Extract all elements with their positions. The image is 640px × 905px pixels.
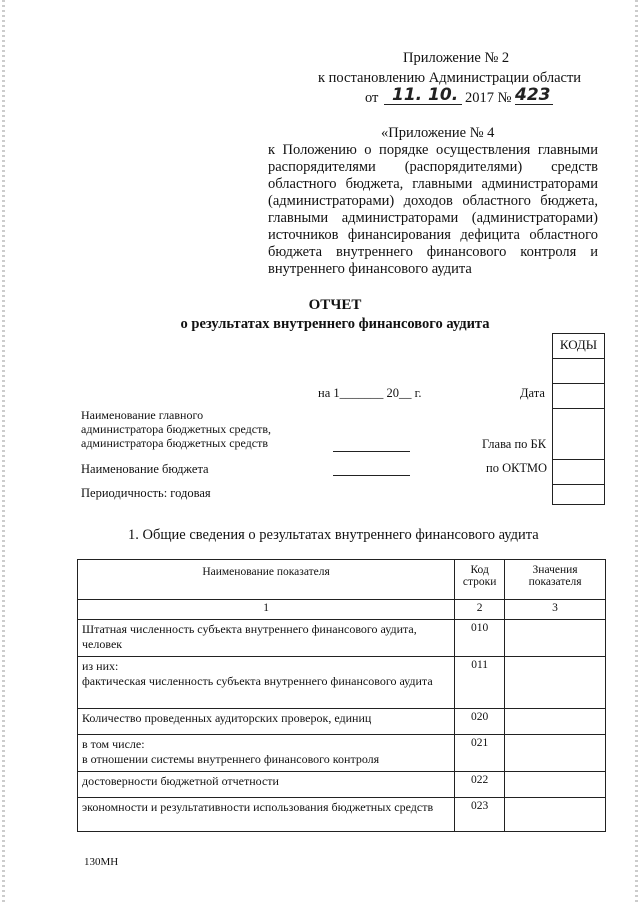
header-name: Наименование показателя [78,560,455,600]
oktmo-label: по ОКТМО [486,461,548,475]
row-name: Количество проведенных аудиторских проверок, единиц [78,709,455,735]
position-line: областного бюджета, главными администраторами [268,176,598,192]
admin-label-line: администратора бюджетных средств [81,436,269,450]
admin-label-line: Наименование главного [81,408,204,422]
table-row [78,798,606,832]
on-date-field: на 1_______ 20__ г. [318,386,422,400]
admin-label [81,408,271,450]
report-subtitle: о результатах внутреннего финансового аудита [180,316,490,332]
handwritten-date: 11. 10. [392,85,459,105]
table-row [78,620,606,657]
footer-code: 130МН [84,856,119,868]
row-value-cell[interactable] [505,772,606,798]
handwritten-number: 423 [515,85,551,105]
row-name: из них: фактическая численность субъекта внутреннего финансового аудита [78,657,455,709]
appendix-title: Приложение № 2 [403,50,510,66]
code-cell-glava[interactable] [553,409,604,460]
row-name: в том числе: в отношении системы внутреннего финансового контроля [78,735,455,772]
code-cell-oktmo[interactable] [553,460,604,485]
position-line: (администраторами) доходов областного бюджета, [268,193,598,209]
glava-label: Глава по БК [482,437,547,451]
col-number: 1 [78,600,455,620]
row-code: 010 [455,620,505,657]
code-cell-blank[interactable] [553,359,604,384]
row-code: 023 [455,798,505,832]
appendix-year-number: 2017 № [465,90,512,106]
row-code: 021 [455,735,505,772]
admin-label-line: администратора бюджетных средств, [81,422,272,436]
periodicity: Периодичность: годовая [81,486,211,500]
codes-header: КОДЫ [553,334,604,359]
row-name: достоверности бюджетной отчетности [78,772,455,798]
table-row [78,657,606,709]
row-value-cell[interactable] [505,709,606,735]
row-name: экономности и результативности использования бюджетных средств [78,798,455,832]
row-value-cell[interactable] [505,657,606,709]
row-value-cell[interactable] [505,735,606,772]
position-line: распорядителями (распорядителями) средств [268,159,598,175]
col-number: 3 [505,600,606,620]
admin-value-line[interactable] [333,451,410,452]
row-value-cell[interactable] [505,798,606,832]
position-line: источников финансирования дефицита областного [268,227,598,243]
row-value-cell[interactable] [505,620,606,657]
section1-title: 1. Общие сведения о результатах внутреннего финансового аудита [128,527,539,543]
appendix-from: от [365,90,379,106]
appendix-decree: к постановлению Администрации области [318,70,582,86]
row-name: Штатная численность субъекта внутреннего финансового аудита, человек [78,620,455,657]
row-code: 011 [455,657,505,709]
row-code: 022 [455,772,505,798]
budget-value-line[interactable] [333,475,410,476]
code-cell-period[interactable] [553,485,604,507]
summary-table [77,559,606,832]
position-line: к Положению о порядке осуществления главными [268,142,598,158]
position-title: «Приложение № 4 [381,125,495,141]
position-text [268,142,598,278]
table-header-row [78,560,606,600]
budget-label: Наименование бюджета [81,462,209,476]
report-title: ОТЧЕТ [308,297,362,313]
position-line: внутреннего финансового аудита [268,261,472,277]
table-row [78,772,606,798]
codes-box [552,333,605,505]
row-code: 020 [455,709,505,735]
header-value: Значения показателя [505,560,606,600]
code-cell-date[interactable] [553,384,604,409]
position-line: бюджета внутреннего финансового контроля и [268,244,598,260]
table-row [78,735,606,772]
position-line: главными администраторами (администраторами) [268,210,598,226]
table-row [78,709,606,735]
col-number: 2 [455,600,505,620]
date-label: Дата [520,386,545,400]
table-number-row [78,600,606,620]
header-code: Код строки [455,560,505,600]
